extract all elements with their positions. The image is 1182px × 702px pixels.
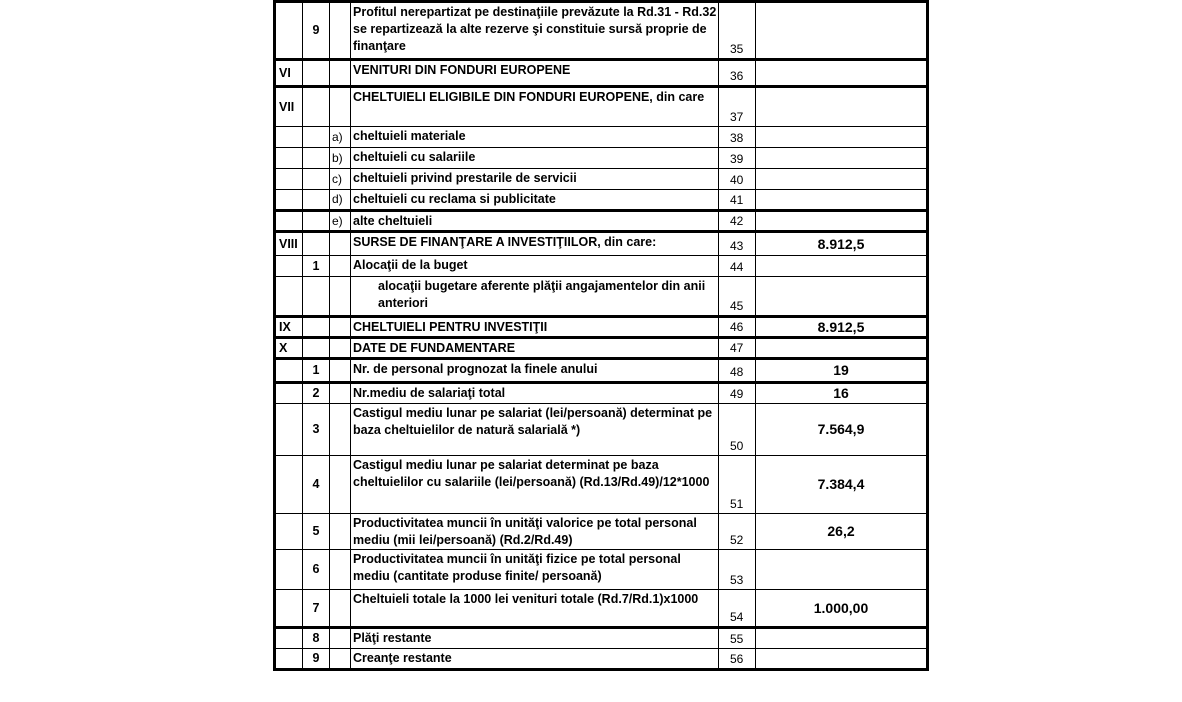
value-cell [756,649,928,670]
sub-item-cell: c) [330,169,351,190]
value-cell: 7.384,4 [756,456,928,514]
row-code-cell: 38 [719,127,756,148]
sub-item-cell: d) [330,190,351,211]
section-cell: VII [275,87,303,127]
indicator-label: Cheltuieli totale la 1000 lei venituri totale (Rd.7/Rd.1)x1000 [351,590,719,628]
number-cell [303,211,330,232]
section-cell [275,628,303,649]
sub-item-cell [330,404,351,456]
financial-indicators-table [273,0,929,671]
number-cell: 4 [303,456,330,514]
table-row [275,190,928,211]
table-row [275,404,928,456]
indicator-label: cheltuieli materiale [351,127,719,148]
value-cell [756,550,928,590]
section-cell [275,383,303,404]
section-cell: VI [275,60,303,87]
number-cell: 1 [303,359,330,383]
table-row [275,628,928,649]
value-cell: 8.912,5 [756,317,928,338]
table-row [275,649,928,670]
indicator-label: Nr.mediu de salariaţi total [351,383,719,404]
value-cell: 26,2 [756,514,928,550]
number-cell [303,87,330,127]
table-row [275,338,928,359]
row-code-cell: 45 [719,277,756,317]
indicator-label: CHELTUIELI ELIGIBILE DIN FONDURI EUROPENE, din care [351,87,719,127]
section-cell: X [275,338,303,359]
indicator-label: Productivitatea muncii în unităţi fizice pe total personal mediu (cantitate produse finite/ persoană) [351,550,719,590]
sub-item-cell: a) [330,127,351,148]
table-row [275,256,928,277]
sub-item-cell [330,590,351,628]
value-cell: 19 [756,359,928,383]
indicator-label: DATE DE FUNDAMENTARE [351,338,719,359]
number-cell [303,277,330,317]
indicator-label: Plăţi restante [351,628,719,649]
section-cell [275,277,303,317]
sub-item-cell: e) [330,211,351,232]
row-code-cell: 53 [719,550,756,590]
indicator-label: Profitul nerepartizat pe destinaţiile prevăzute la Rd.31 - Rd.32 se repartizează la alte rezerve şi constituie sursă proprie de finanţare [351,2,719,60]
value-cell [756,211,928,232]
table-row [275,590,928,628]
sub-item-cell [330,550,351,590]
row-code-cell: 44 [719,256,756,277]
section-cell [275,359,303,383]
table-row [275,148,928,169]
table-row [275,87,928,127]
value-cell: 16 [756,383,928,404]
number-cell: 9 [303,2,330,60]
sub-item-cell: b) [330,148,351,169]
number-cell: 5 [303,514,330,550]
table-row [275,514,928,550]
section-cell [275,190,303,211]
section-cell: VIII [275,232,303,256]
value-cell [756,277,928,317]
value-cell [756,256,928,277]
row-code-cell: 54 [719,590,756,628]
sub-item-cell [330,628,351,649]
row-code-cell: 47 [719,338,756,359]
section-cell [275,2,303,60]
number-cell [303,190,330,211]
value-cell [756,148,928,169]
table-row [275,550,928,590]
number-cell: 2 [303,383,330,404]
row-code-cell: 56 [719,649,756,670]
row-code-cell: 46 [719,317,756,338]
row-code-cell: 41 [719,190,756,211]
row-code-cell: 35 [719,2,756,60]
table-row [275,359,928,383]
indicator-label: cheltuieli cu reclama si publicitate [351,190,719,211]
value-cell [756,628,928,649]
value-cell [756,87,928,127]
row-code-cell: 50 [719,404,756,456]
section-cell [275,169,303,190]
sub-item-cell [330,359,351,383]
row-code-cell: 40 [719,169,756,190]
number-cell [303,148,330,169]
table-row [275,456,928,514]
sub-item-cell [330,514,351,550]
row-code-cell: 43 [719,232,756,256]
value-cell [756,2,928,60]
table-row [275,232,928,256]
sub-item-cell [330,87,351,127]
indicator-label: alocaţii bugetare aferente plăţii angajamentelor din anii anteriori [351,277,719,317]
sub-item-cell [330,232,351,256]
sub-item-cell [330,338,351,359]
row-code-cell: 51 [719,456,756,514]
row-code-cell: 55 [719,628,756,649]
row-code-cell: 49 [719,383,756,404]
indicator-label: SURSE DE FINANŢARE A INVESTIŢIILOR, din care: [351,232,719,256]
section-cell [275,256,303,277]
indicator-label: Productivitatea muncii în unităţi valorice pe total personal mediu (mii lei/persoană) (Rd.2/Rd.49) [351,514,719,550]
number-cell [303,338,330,359]
table-row [275,383,928,404]
number-cell: 7 [303,590,330,628]
value-cell [756,338,928,359]
section-cell [275,550,303,590]
table-row [275,277,928,317]
section-cell [275,404,303,456]
table-row [275,211,928,232]
number-cell [303,317,330,338]
number-cell [303,127,330,148]
sub-item-cell [330,383,351,404]
indicator-label: VENITURI DIN FONDURI EUROPENE [351,60,719,87]
section-cell [275,590,303,628]
indicator-label: Alocaţii de la buget [351,256,719,277]
section-cell [275,514,303,550]
value-cell [756,60,928,87]
row-code-cell: 36 [719,60,756,87]
number-cell: 3 [303,404,330,456]
number-cell: 8 [303,628,330,649]
value-cell [756,127,928,148]
value-cell [756,169,928,190]
indicator-label: Creanţe restante [351,649,719,670]
section-cell: IX [275,317,303,338]
sub-item-cell [330,317,351,338]
sub-item-cell [330,277,351,317]
number-cell [303,232,330,256]
table-row [275,127,928,148]
number-cell: 1 [303,256,330,277]
indicator-label: Castigul mediu lunar pe salariat determinat pe baza cheltuielilor cu salariile (lei/persoană) (Rd.13/Rd.49)/12*1000 [351,456,719,514]
table-row [275,60,928,87]
number-cell [303,169,330,190]
section-cell [275,211,303,232]
indicator-label: cheltuieli cu salariile [351,148,719,169]
sub-item-cell [330,456,351,514]
row-code-cell: 39 [719,148,756,169]
row-code-cell: 48 [719,359,756,383]
value-cell: 8.912,5 [756,232,928,256]
indicator-label: cheltuieli privind prestarile de servicii [351,169,719,190]
table-row [275,2,928,60]
sub-item-cell [330,2,351,60]
value-cell: 7.564,9 [756,404,928,456]
section-cell [275,148,303,169]
indicator-label: alte cheltuieli [351,211,719,232]
indicator-label: Castigul mediu lunar pe salariat (lei/persoană) determinat pe baza cheltuielilor de natură salarială *) [351,404,719,456]
indicator-label: Nr. de personal prognozat la finele anului [351,359,719,383]
table-row [275,317,928,338]
number-cell [303,60,330,87]
value-cell [756,190,928,211]
sub-item-cell [330,649,351,670]
sub-item-cell [330,60,351,87]
row-code-cell: 42 [719,211,756,232]
sub-item-cell [330,256,351,277]
indicator-label: CHELTUIELI PENTRU INVESTIŢII [351,317,719,338]
row-code-cell: 52 [719,514,756,550]
section-cell [275,127,303,148]
section-cell [275,649,303,670]
row-code-cell: 37 [719,87,756,127]
number-cell: 9 [303,649,330,670]
section-cell [275,456,303,514]
value-cell: 1.000,00 [756,590,928,628]
number-cell: 6 [303,550,330,590]
table-row [275,169,928,190]
